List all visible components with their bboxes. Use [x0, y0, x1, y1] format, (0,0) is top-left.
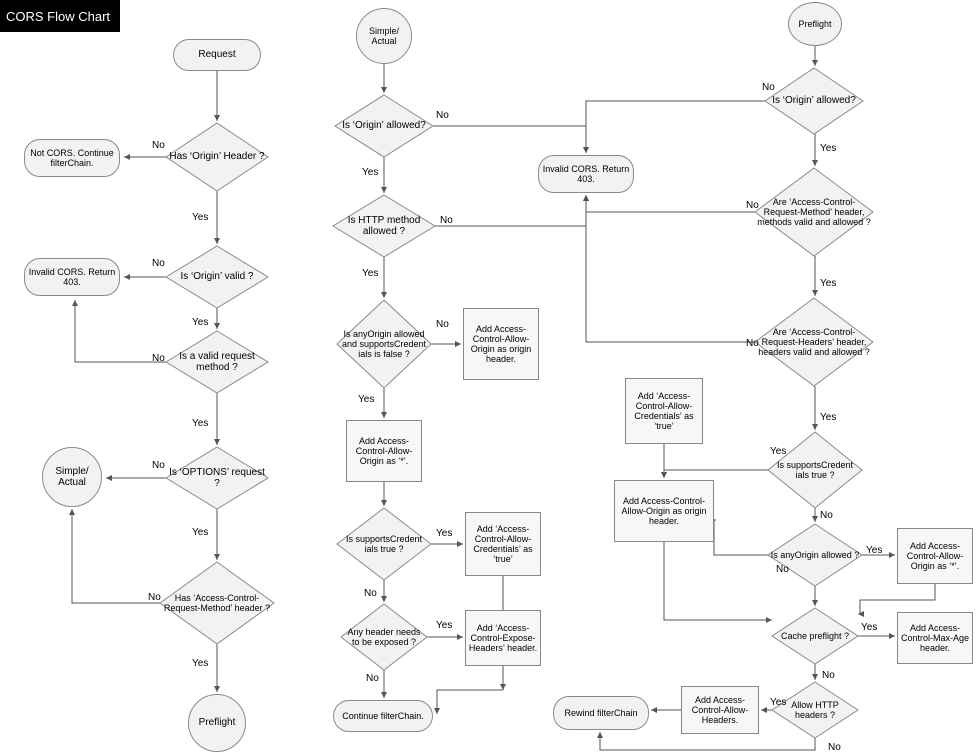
- node-m9: [465, 512, 541, 576]
- edge-label: No: [828, 742, 841, 753]
- node-n4: [166, 246, 268, 308]
- node-n6: [166, 331, 268, 393]
- node-label: Cache preflight ?: [780, 630, 850, 641]
- edge-label: No: [762, 82, 775, 93]
- node-label: Allow HTTP headers ?: [791, 699, 839, 720]
- node-n5: [24, 258, 120, 296]
- node-label: Is ‘OPTIONS’ request ?: [169, 466, 265, 489]
- node-r3: [755, 168, 873, 256]
- node-label: Has ‘Access-Control-Request-Method’ header ?: [163, 592, 271, 613]
- node-label: Is ‘Origin’ allowed?: [342, 120, 426, 132]
- edge-label: Yes: [192, 527, 209, 538]
- node-label: Are ‘Access-Control-Request-Method’ header, methods valid and allowed ?: [757, 196, 871, 228]
- chart-title: CORS Flow Chart: [0, 0, 120, 32]
- node-m5: [337, 300, 431, 388]
- node-r9: [897, 528, 973, 584]
- edge-label: Yes: [820, 143, 837, 154]
- edge-label: No: [746, 200, 759, 211]
- node-label: Invalid CORS. Return 403.: [28, 266, 116, 287]
- node-label: Add Access-Control-Max-Age header.: [900, 622, 970, 654]
- node-label: Add Access-Control-Allow-Origin as ‘*’.: [355, 435, 413, 467]
- node-r2: [765, 68, 863, 134]
- node-r12: [772, 682, 858, 738]
- node-r6: [625, 378, 703, 444]
- node-label: Invalid CORS. Return 403.: [542, 163, 630, 184]
- node-label: Continue filterChain.: [342, 710, 424, 721]
- edge-label: No: [366, 673, 379, 684]
- edge-label: Yes: [770, 446, 787, 457]
- edge-label: No: [148, 592, 161, 603]
- node-label: Are ‘Access-Control-Request-Headers’ header, headers valid and allowed ?: [758, 326, 870, 358]
- node-label: Add ‘Access-Control-Allow-Credentials’ as ‘true’: [634, 390, 694, 432]
- node-label: Not CORS. Continue filterChain.: [30, 147, 114, 168]
- edge-label: Yes: [192, 658, 209, 669]
- edge-label: No: [152, 140, 165, 151]
- node-label: Add Access-Control-Allow-Origin as origin header.: [470, 323, 532, 365]
- node-m4: [333, 195, 435, 257]
- node-label: Is HTTP method allowed ?: [347, 214, 421, 237]
- node-label: Simple/ Actual: [368, 25, 399, 46]
- edge-label: No: [440, 215, 453, 226]
- node-n9: [160, 562, 274, 644]
- edge-label: Yes: [866, 545, 883, 556]
- edge-label: No: [436, 319, 449, 330]
- edge-label: Yes: [436, 620, 453, 631]
- node-r7: [614, 480, 714, 542]
- node-label: Preflight: [198, 717, 236, 729]
- edge-label: Yes: [192, 212, 209, 223]
- edge-label: No: [152, 460, 165, 471]
- node-label: Add ‘Access-Control-Allow-Credentials’ as ‘true’: [473, 523, 533, 565]
- node-label: Rewind filterChain: [564, 707, 638, 718]
- node-label: Add Access-Control-Allow-Origin as ‘*’.: [906, 540, 964, 572]
- node-m6: [463, 308, 539, 380]
- node-label: Any header needs to be exposed ?: [347, 626, 421, 647]
- node-m8: [337, 508, 431, 580]
- node-label: Simple/ Actual: [55, 465, 89, 488]
- edge-label: Yes: [861, 622, 878, 633]
- edge-label: No: [152, 258, 165, 269]
- edge-label: No: [746, 338, 759, 349]
- node-label: Is anyOrigin allowed ?: [770, 549, 860, 560]
- node-r14: [553, 696, 649, 730]
- node-m1: [356, 8, 412, 64]
- node-n2: [166, 123, 268, 191]
- node-r1: [788, 2, 842, 46]
- node-label: Request: [198, 49, 236, 61]
- node-r11: [897, 612, 973, 664]
- edge-label: No: [822, 670, 835, 681]
- node-m3: [538, 155, 634, 193]
- edge-label: Yes: [820, 278, 837, 289]
- node-label: Add ‘Access-Control-Expose-Headers’ header.: [468, 622, 538, 654]
- node-r8: [768, 524, 862, 586]
- node-label: Preflight: [798, 18, 832, 29]
- edge-label: Yes: [436, 528, 453, 539]
- edge-label: Yes: [358, 394, 375, 405]
- node-m2: [335, 95, 433, 157]
- node-m12: [333, 700, 433, 732]
- node-r4: [755, 298, 873, 386]
- node-label: Is anyOrigin allowed and supportsCredent ials is false ?: [341, 328, 427, 360]
- edge-label: No: [776, 564, 789, 575]
- node-label: Is ‘Origin’ allowed?: [772, 95, 856, 107]
- node-label: Add Access-Control-Allow-Origin as origin header.: [621, 495, 707, 527]
- node-label: Is supportsCredent ials true ?: [776, 459, 854, 480]
- edge-label: Yes: [362, 167, 379, 178]
- node-label: Is supportsCredent ials true ?: [345, 533, 423, 554]
- node-r5: [768, 432, 862, 508]
- node-label: Is a valid request method ?: [179, 350, 255, 373]
- edge-label: Yes: [770, 697, 787, 708]
- node-n1: [173, 39, 261, 71]
- edge-label: Yes: [362, 268, 379, 279]
- node-n7: [166, 447, 268, 509]
- edge-label: Yes: [192, 418, 209, 429]
- node-r13: [681, 686, 759, 734]
- node-label: Is ‘Origin’ valid ?: [180, 271, 254, 283]
- edge-label: No: [436, 110, 449, 121]
- node-m11: [465, 610, 541, 666]
- edge-label: No: [820, 510, 833, 521]
- node-label: Add Access-Control-Allow-Headers.: [691, 694, 749, 726]
- node-m10: [341, 604, 427, 670]
- node-n8: [42, 447, 102, 507]
- node-label: Has ‘Origin’ Header ?: [169, 151, 265, 163]
- node-r10: [772, 608, 858, 664]
- node-n3: [24, 139, 120, 177]
- edge-label: Yes: [192, 317, 209, 328]
- edge-label: Yes: [820, 412, 837, 423]
- node-m7: [346, 420, 422, 482]
- edge-label: No: [364, 588, 377, 599]
- edge-label: No: [152, 353, 165, 364]
- node-n10: [188, 694, 246, 752]
